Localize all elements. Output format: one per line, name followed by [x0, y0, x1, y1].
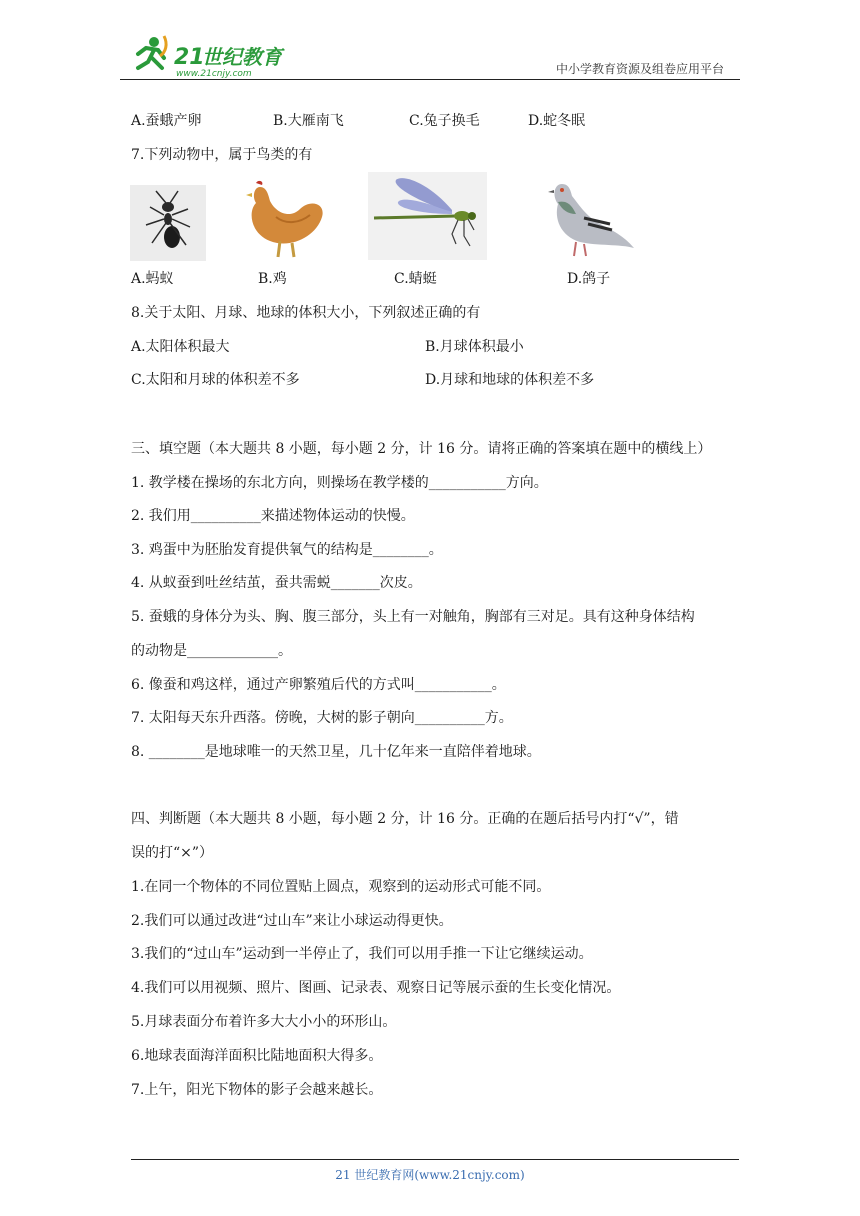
section4-title: 四、判断题（本大题共 8 小题，每小题 2 分，计 16 分。正确的在题后括号内打“√”，错 — [131, 811, 679, 827]
q8-option-b: B.月球体积最小 — [425, 339, 524, 355]
fill-item: 5. 蚕蛾的身体分为头、胸、腹三部分，头上有一对触角，胸部有三对足。具有这种身体结构 — [131, 609, 695, 625]
q7-option-c: C.蜻蜓 — [394, 271, 437, 287]
svg-text:21: 21 — [174, 45, 205, 70]
q7-option-d: D.鸽子 — [567, 271, 611, 287]
fill-item: 6. 像蚕和鸡这样，通过产卵繁殖后代的方式叫___________。 — [131, 677, 506, 693]
q7-option-b: B.鸡 — [258, 271, 287, 287]
judge-item: 5.月球表面分布着许多大大小小的环形山。 — [131, 1014, 397, 1030]
header-divider — [120, 79, 740, 80]
fill-item: 7. 太阳每天东升西落。傍晚，大树的影子朝向__________方。 — [131, 710, 513, 726]
logo-text: 世纪教育 — [202, 45, 282, 69]
q6-option-d: D.蛇冬眠 — [528, 113, 586, 129]
q8-stem: 8.关于太阳、月球、地球的体积大小，下列叙述正确的有 — [131, 305, 481, 321]
fill-item: 4. 从蚁蚕到吐丝结茧，蚕共需蜕_______次皮。 — [131, 575, 422, 591]
ant-image — [130, 185, 206, 261]
q6-option-b: B.大雁南飞 — [273, 113, 344, 129]
fill-item: 1. 教学楼在操场的东北方向，则操场在教学楼的___________方向。 — [131, 475, 548, 491]
q6-option-a: A.蚕蛾产卵 — [131, 113, 202, 129]
judge-item: 2.我们可以通过改进“过山车”来让小球运动得更快。 — [131, 913, 453, 929]
fill-item-continued: 的动物是_____________。 — [131, 643, 292, 659]
fill-item: 3. 鸡蛋中为胚胎发育提供氧气的结构是________。 — [131, 542, 443, 558]
judge-item: 3.我们的“过山车”运动到一半停止了，我们可以用手推一下让它继续运动。 — [131, 946, 593, 962]
chicken-image — [240, 177, 332, 262]
fill-item: 2. 我们用__________来描述物体运动的快慢。 — [131, 508, 415, 524]
q8-option-c: C.太阳和月球的体积差不多 — [131, 372, 300, 388]
q7-stem: 7.下列动物中，属于鸟类的有 — [131, 147, 313, 163]
footer-divider — [131, 1159, 739, 1160]
dragonfly-image — [368, 172, 487, 260]
q7-option-a: A.蚂蚁 — [131, 271, 174, 287]
fill-item: 8. ________是地球唯一的天然卫星，几十亿年来一直陪伴着地球。 — [131, 744, 541, 760]
section4-title-cont: 误的打“×”） — [131, 845, 214, 861]
q8-option-a: A.太阳体积最大 — [131, 339, 230, 355]
q8-option-d: D.月球和地球的体积差不多 — [425, 372, 595, 388]
svg-text:www.21cnjy.com: www.21cnjy.com — [176, 69, 252, 78]
site-logo — [124, 34, 294, 78]
q6-option-c: C.兔子换毛 — [409, 113, 480, 129]
judge-item: 6.地球表面海洋面积比陆地面积大得多。 — [131, 1048, 383, 1064]
pigeon-image — [540, 174, 636, 262]
judge-item: 7.上午，阳光下物体的影子会越来越长。 — [131, 1082, 383, 1098]
judge-item: 4.我们可以用视频、照片、图画、记录表、观察日记等展示蚕的生长变化情况。 — [131, 980, 621, 996]
header-platform-name: 中小学教育资源及组卷应用平台 — [555, 62, 724, 76]
footer-site-link[interactable]: 21 世纪教育网(www.21cnjy.com) — [335, 1168, 525, 1182]
judge-item: 1.在同一个物体的不同位置贴上圆点，观察到的运动形式可能不同。 — [131, 879, 551, 895]
section3-title: 三、填空题（本大题共 8 小题，每小题 2 分，计 16 分。请将正确的答案填在题中的横线上） — [131, 441, 712, 457]
